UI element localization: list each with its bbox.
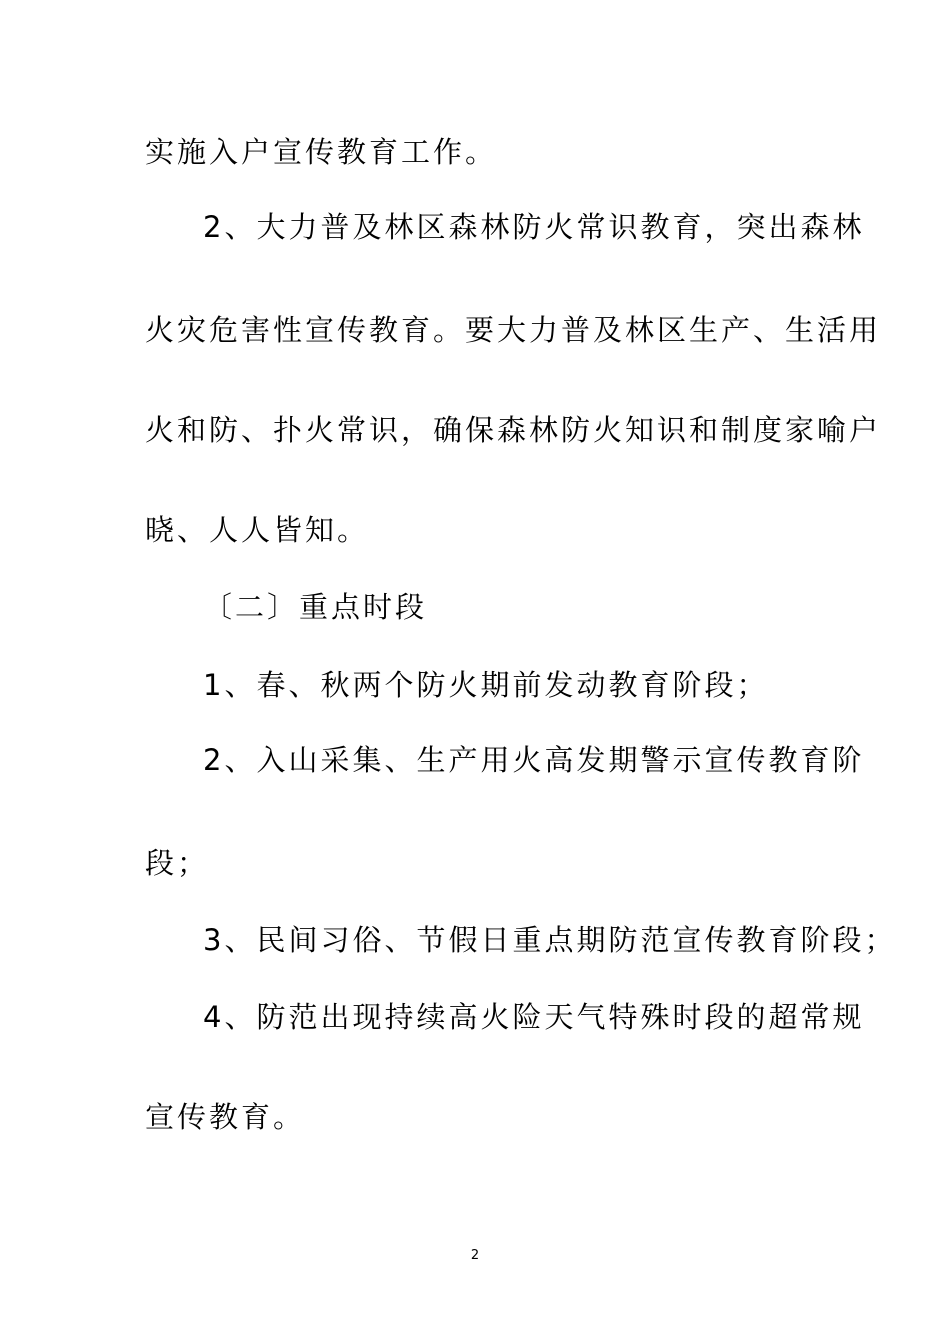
page-number: 2 xyxy=(470,1248,480,1263)
text-line-9: 段； xyxy=(145,846,210,880)
text-line-2: 2、大力普及林区森林防火常识教育，突出森林 xyxy=(203,210,865,244)
text-line-12: 宣传教育。 xyxy=(145,1100,306,1134)
text-line-1: 实施入户宣传教育工作。 xyxy=(145,135,498,169)
section-heading: 〔二〕重点时段 xyxy=(203,590,428,624)
text-line-7: 1、春、秋两个防火期前发动教育阶段； xyxy=(203,668,769,702)
text-line-4: 火和防、扑火常识，确保森林防火知识和制度家喻户 xyxy=(145,413,882,447)
text-line-10: 3、民间习俗、节假日重点期防范宣传教育阶段； xyxy=(203,923,897,957)
text-line-8: 2、入山采集、生产用火高发期警示宣传教育阶 xyxy=(203,743,865,777)
text-line-3: 火灾危害性宣传教育。要大力普及林区生产、生活用 xyxy=(145,313,882,347)
text-line-11: 4、防范出现持续高火险天气特殊时段的超常规 xyxy=(203,1000,865,1034)
text-line-5: 晓、人人皆知。 xyxy=(145,513,370,547)
